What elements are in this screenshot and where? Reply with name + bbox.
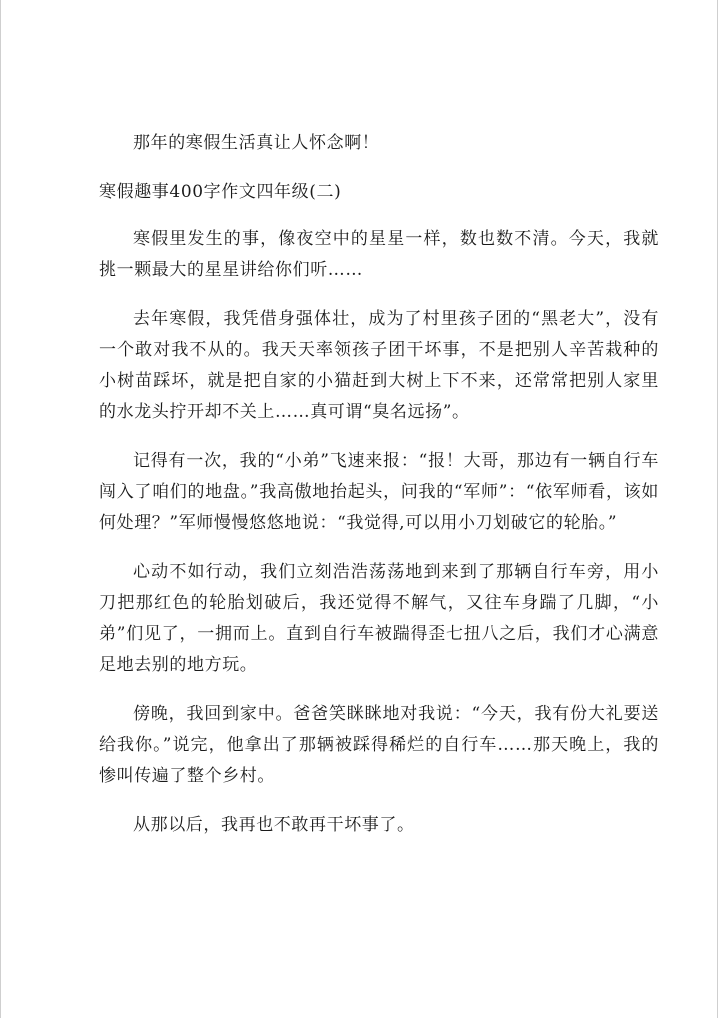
section-heading: 寒假趣事400字作文四年级(二) bbox=[99, 182, 342, 202]
paragraph-action: 心动不如行动，我们立刻浩浩荡荡地到来到了那辆自行车旁，用小刀把那红色的轮胎划破后，我还觉得不解气，又往车身踹了几脚，“小弟”们见了，一拥而上。直到自行车被踹得歪七扭八之后，我们才心满意足地去别的地方玩。 bbox=[99, 562, 659, 675]
paragraph-conclusion: 从那以后，我再也不敢再干坏事了。 bbox=[133, 815, 415, 835]
paragraph-evening: 傍晚，我回到家中。爸爸笑眯眯地对我说：“今天，我有份大礼要送给我你。”说完，他拿出了那辆被踩得稀烂的自行车……那天晚上，我的惨叫传遍了整个乡村。 bbox=[99, 704, 659, 786]
paragraph-last-winter: 去年寒假，我凭借身强体壮，成为了村里孩子团的“黑老大”，没有一个敢对我不从的。我天天率领孩子团干坏事，不是把别人辛苦栽种的小树苗踩坏，就是把自家的小猫赶到大树上下不来，还常常把别人家里的水龙头拧开却不关上……真可谓“臭名远扬”。 bbox=[99, 309, 659, 422]
closing-line: 那年的寒假生活真让人怀念啊！ bbox=[133, 133, 380, 153]
document-body bbox=[99, 128, 659, 859]
paragraph-intro: 寒假里发生的事，像夜空中的星星一样，数也数不清。今天，我就挑一颗最大的星星讲给你们听…… bbox=[99, 229, 659, 280]
paragraph-bicycle-report: 记得有一次，我的“小弟”飞速来报：“报！大哥，那边有一辆自行车闯入了咱们的地盘。”我高傲地抬起头，问我的“军师”：“依军师看，该如何处理？”军师慢慢悠悠地说：“我觉得,可以用小刀划破它的轮胎。” bbox=[99, 451, 659, 533]
